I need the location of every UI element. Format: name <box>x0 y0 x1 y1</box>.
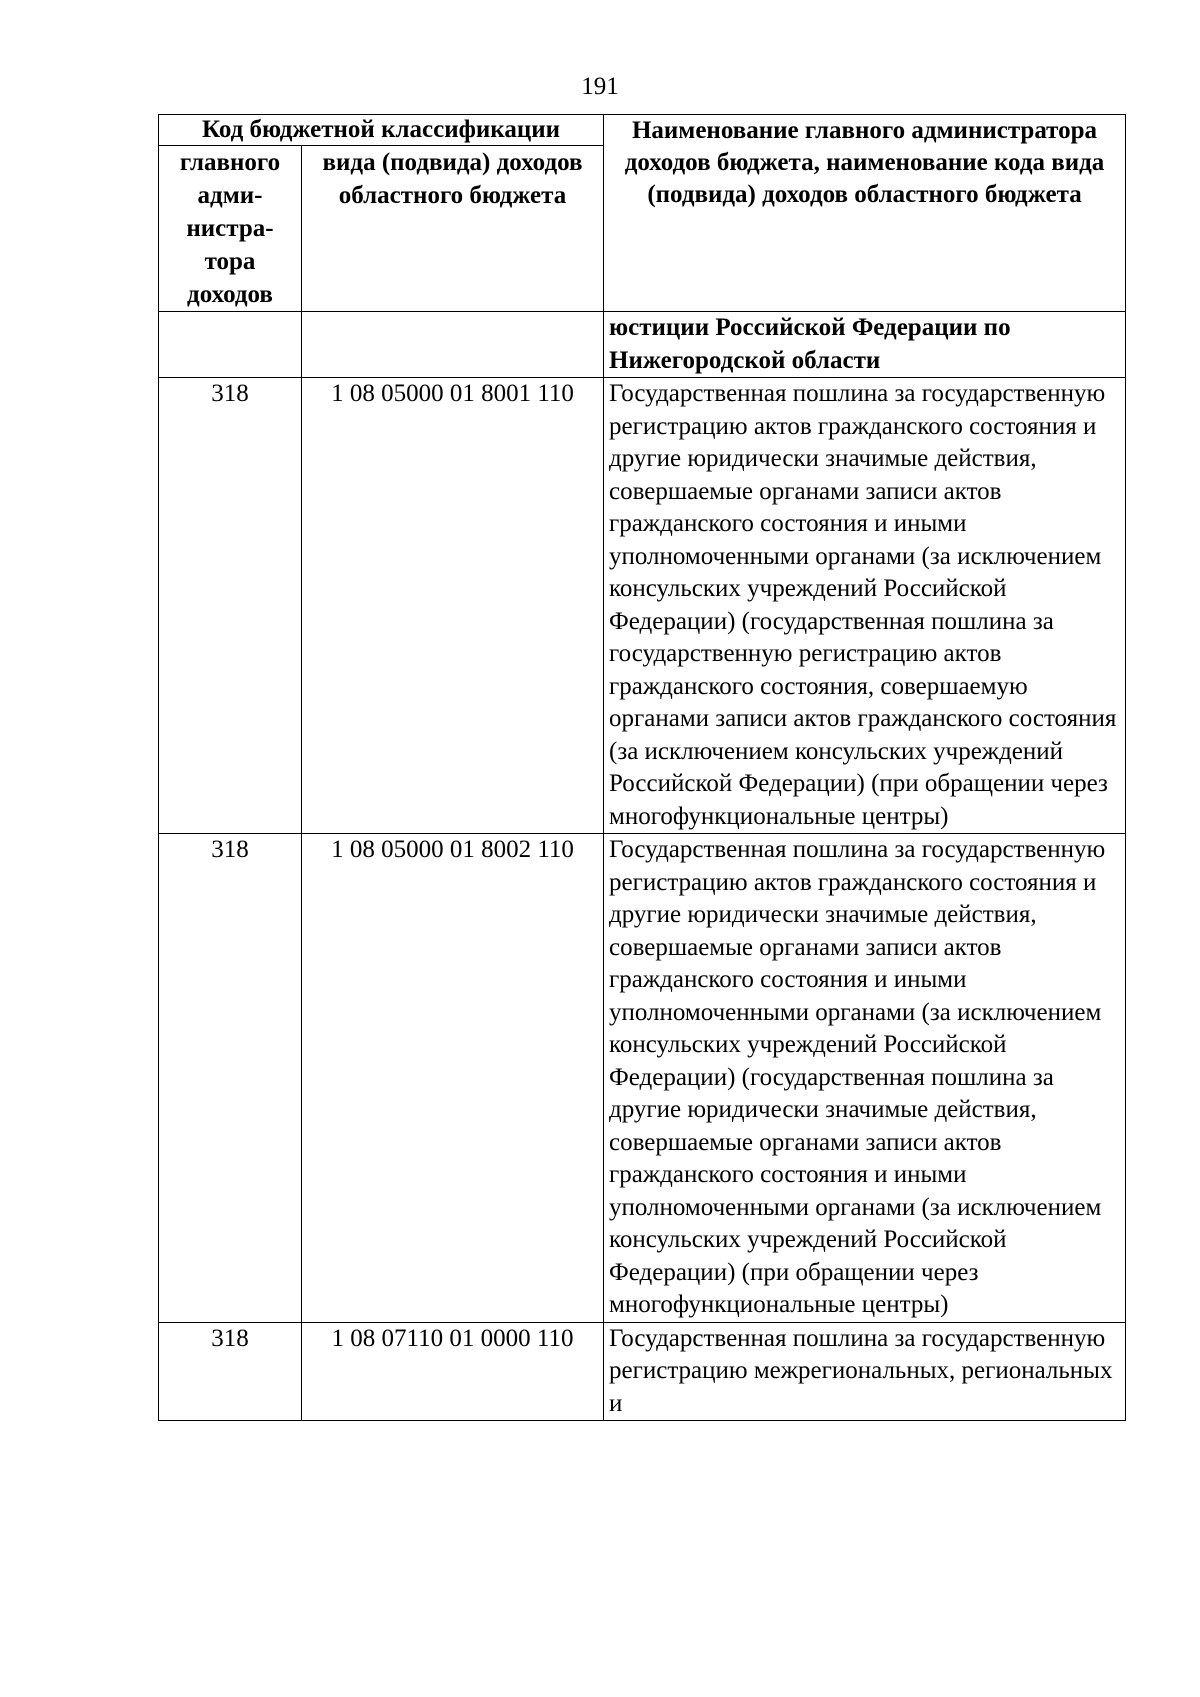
admin-code-cell <box>159 312 302 378</box>
revenue-code-cell: 1 08 05000 01 8001 110 <box>302 378 604 834</box>
admin-code-cell: 318 <box>159 378 302 834</box>
table-body <box>159 312 1126 1421</box>
name-cell: Государственная пошлина за государственную регистрацию актов гражданского состояния и другие юридически значимые действия, совершаемые органами записи актов гражданского состояния и иными уполномоченными органами (за исключением консульских учреждений Российской Федерации) (государственная пошлина за государственную регистрацию актов гражданского состояния, совершаемую органами записи актов гражданского состояния (за исключением консульских учреждений Российской Федерации) (при обращении через многофункциональные центры) <box>604 378 1126 834</box>
header-budget-classification-code: Код бюджетной классификации <box>159 115 604 146</box>
header-revenue-code-column: вида (подвида) доходов областного бюджета <box>302 146 604 312</box>
table-row <box>159 1322 1126 1421</box>
name-cell: юстиции Российской Федерации по Нижегородской области <box>604 312 1126 378</box>
header-row-group <box>159 115 1126 146</box>
admin-code-cell: 318 <box>159 834 302 1323</box>
budget-classification-table <box>158 114 1126 1421</box>
admin-code-cell: 318 <box>159 1322 302 1421</box>
revenue-code-cell: 1 08 07110 01 0000 110 <box>302 1322 604 1421</box>
name-cell: Государственная пошлина за государственную регистрацию межрегиональных, региональных и <box>604 1322 1126 1421</box>
name-cell: Государственная пошлина за государственную регистрацию актов гражданского состояния и другие юридически значимые действия, совершаемые органами записи актов гражданского состояния и иными уполномоченными органами (за исключением консульских учреждений Российской Федерации) (государственная пошлина за другие юридически значимые действия, совершаемые органами записи актов гражданского состояния и иными уполномоченными органами (за исключением консульских учреждений Российской Федерации) (при обращении через многофункциональные центры) <box>604 834 1126 1323</box>
revenue-code-cell <box>302 312 604 378</box>
revenue-code-cell: 1 08 05000 01 8002 110 <box>302 834 604 1323</box>
header-admin-code-column: главного адми-нистра-тора доходов <box>159 146 302 312</box>
table-row <box>159 378 1126 834</box>
header-name-column: Наименование главного администратора доходов бюджета, наименование кода вида (подвида) доходов областного бюджета <box>604 115 1126 312</box>
page-number: 191 <box>581 73 619 100</box>
table-row <box>159 312 1126 378</box>
table-header <box>159 115 1126 312</box>
table-row <box>159 834 1126 1323</box>
